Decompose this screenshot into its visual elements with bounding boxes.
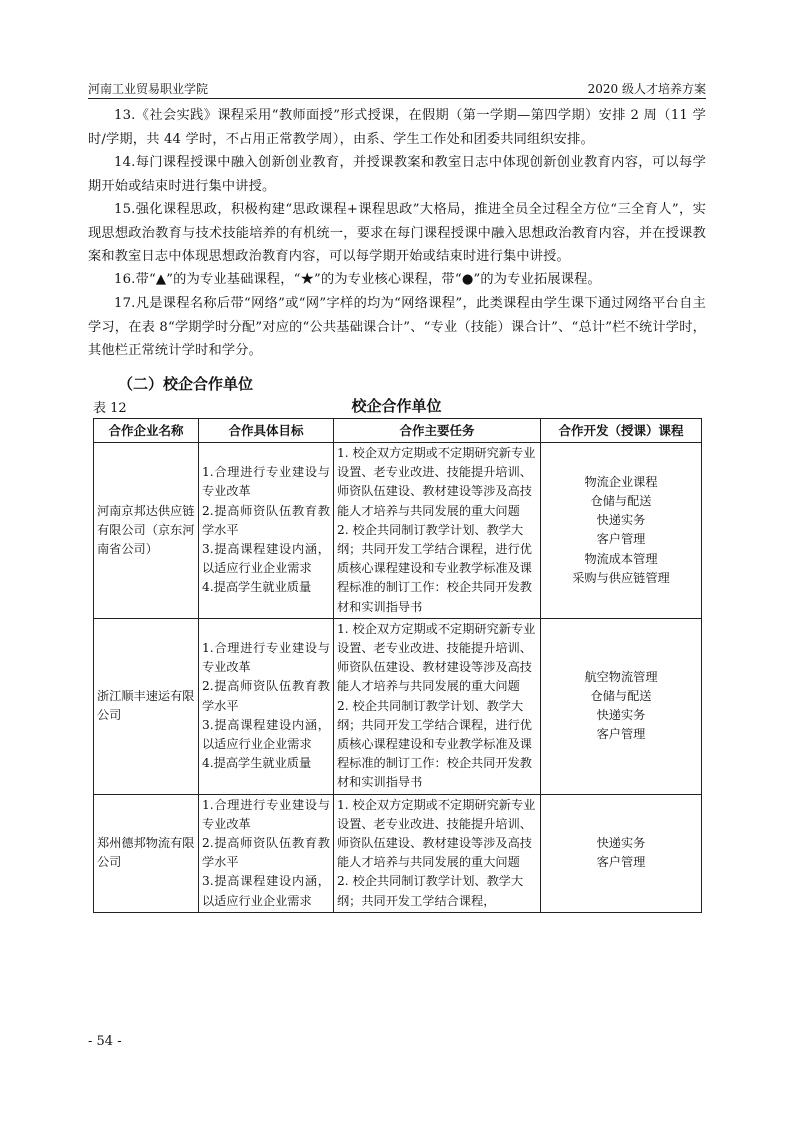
goal-item: 2.提高师资队伍教育教学水平 [202,503,330,537]
header-company: 合作企业名称 [94,419,199,443]
task-item: 2. 校企共同制订教学计划、教学大纲；共同开发工学结合课程， [337,874,524,908]
goal-item: 1.合理进行专业建设与专业改革 [202,797,330,831]
paragraph-16: 16.带“▲”的为专业基础课程，“★”的为专业核心课程，带“●”的为专业拓展课程。 [114,272,601,287]
cell-tasks [334,443,541,619]
task-item: 1. 校企双方定期或不定期研究新专业设置、老专业改进、技能提升培训、师资队伍建设、教材建设等涉及高技能人才培养与共同发展的重大问题 [337,446,536,518]
course-item: 快递实务 [596,513,646,528]
page-number: - 54 - [88,1034,122,1049]
paragraph-15: 15.强化课程思政，积极构建“思政课程+课程思政”大格局，推进全员全过程全方位“三全育人”，实现思想政治教育与技术技能培养的有机统一，要求在每门课程授课中融入思想政治教育内容，并在授课教案和教室日志中体现思想政治教育内容，可以每学期开始或结束时进行集中讲授。 [88,202,706,264]
cell-goals [199,794,334,912]
cell-tasks [334,618,541,794]
goal-item: 2.提高师资队伍教育教学水平 [202,836,330,870]
course-item: 仓储与配送 [590,494,652,508]
course-item: 物流企业课程 [584,474,658,489]
goal-item: 4.提高学生就业质量 [202,580,312,595]
goal-item: 4.提高学生就业质量 [202,756,312,771]
goal-item: 1.合理进行专业建设与专业改革 [202,465,330,499]
header-document-title: 2020 级人才培养方案 [587,82,706,96]
table-body [94,443,702,913]
header-tasks: 合作主要任务 [334,419,541,443]
table-title: 校企合作单位 [351,397,442,415]
table-row [94,794,702,912]
goal-item: 1.合理进行专业建设与专业改革 [202,641,330,675]
header-goals: 合作具体目标 [199,419,334,443]
table-header-row [94,419,702,443]
partner-table [93,418,702,913]
header-institution: 河南工业贸易职业学院 [88,82,209,96]
table-row [94,443,702,619]
goal-item: 3.提高课程建设内涵，以适应行业企业需求 [202,717,330,752]
goal-item: 2.提高师资队伍教育教学水平 [202,679,330,713]
company-name: 河南京邦达供应链有限公司（京东河南省公司） [97,503,195,557]
cell-courses [541,794,702,912]
paragraph-13: 13.《社会实践》课程采用“教师面授”形式授课，在假期（第一学期—第四学期）安排 2 周（11 学时/学期，共 44 学时，不占用正常教学周），由系、学生工作处和团委共同组织安排。 [88,108,706,147]
cell-tasks [334,794,541,912]
table-row [94,618,702,794]
course-item: 快递实务 [596,708,646,723]
section-heading: （二）校企合作单位 [118,375,254,393]
page-header [88,78,706,99]
task-item: 2. 校企共同制订教学计划、教学大纲；共同开发工学结合课程，进行优质核心课程建设和专业教学标准及课程标准的制订工作：校企共同开发教材和实训指导书 [337,698,532,790]
company-name: 浙江顺丰速运有限公司 [97,689,195,723]
cell-goals [199,618,334,794]
header-courses: 合作开发（授课）课程 [541,419,702,443]
course-item: 航空物流管理 [584,669,658,684]
course-item: 客户管理 [596,727,646,742]
course-item: 客户管理 [596,532,646,547]
task-item: 2. 校企共同制订教学计划、教学大纲；共同开发工学结合课程，进行优质核心课程建设和专业教学标准及课程标准的制订工作：校企共同开发教材和实训指导书 [337,522,532,614]
goal-item: 3.提高课程建设内涵，以适应行业企业需求 [202,542,330,576]
company-name: 郑州德邦物流有限公司 [97,836,195,870]
paragraph-17: 17.凡是课程名称后带“网络”或“网”字样的均为“网络课程”，此类课程由学生课下通过网络平台自主学习，在表 8“学期学时分配”对应的“公共基础课合计”、“专业（技能）课合计”、“总计”栏不统计学时，其他栏正常统计学时和学分。 [88,296,706,358]
cell-courses [541,443,702,619]
cell-company [94,794,199,912]
task-item: 1. 校企双方定期或不定期研究新专业设置、老专业改进、技能提升培训、师资队伍建设、教材建设等涉及高技能人才培养与共同发展的重大问题 [337,797,536,870]
course-item: 物流成本管理 [584,551,658,566]
course-item: 采购与供应链管理 [572,570,670,585]
paragraph-14: 14.每门课程授课中融入创新创业教育，并授课教案和教室日志中体现创新创业教育内容，可以每学期开始或结束时进行集中讲授。 [88,155,706,194]
course-item: 快递实务 [596,836,646,851]
task-item: 1. 校企双方定期或不定期研究新专业设置、老专业改进、技能提升培训、师资队伍建设、教材建设等涉及高技能人才培养与共同发展的重大问题 [337,621,536,694]
cell-company [94,443,199,619]
course-item: 客户管理 [596,855,646,870]
cell-goals [199,443,334,619]
goal-item: 3.提高课程建设内涵，以适应行业企业需求 [202,874,330,908]
table-label: 表 12 [93,401,127,416]
course-item: 仓储与配送 [590,689,652,704]
cell-courses [541,618,702,794]
cell-company [94,618,199,794]
